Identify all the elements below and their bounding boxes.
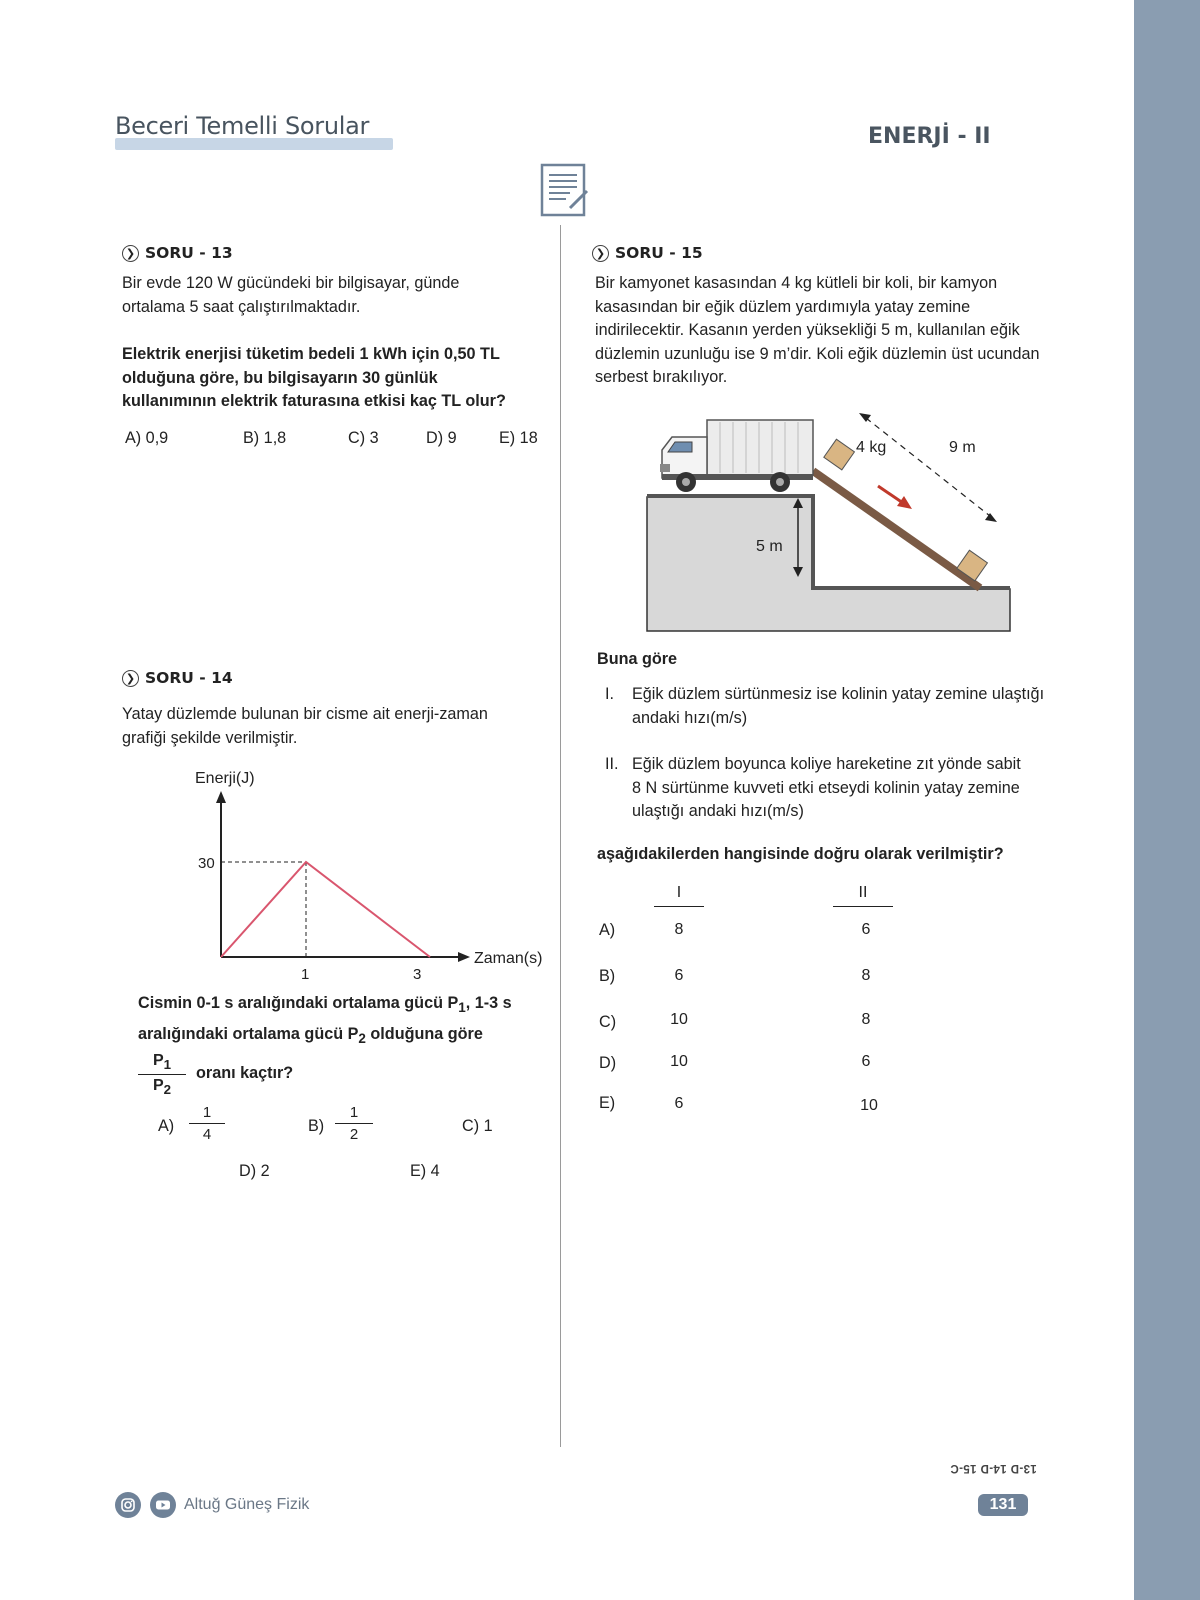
text-part: , 1-3 s xyxy=(465,994,512,1012)
youtube-icon[interactable] xyxy=(150,1492,176,1518)
col-header-i xyxy=(654,884,704,907)
q13-option-d[interactable]: D) 9 xyxy=(426,429,457,447)
q15-d-i: 10 xyxy=(670,1053,688,1070)
q15-d-ii: 6 xyxy=(861,1053,871,1070)
fraction-denominator: 2 xyxy=(349,1126,359,1143)
q13-option-a[interactable]: A) 0,9 xyxy=(125,429,169,447)
chevron-right-icon: ❯ xyxy=(122,670,139,687)
question-15-text xyxy=(595,272,1040,390)
question-13-text xyxy=(122,272,459,319)
item-1-text xyxy=(632,683,1044,730)
subscript: 2 xyxy=(358,1031,366,1047)
text-line: ulaştığı andaki hızı(m/s) xyxy=(632,802,804,820)
chevron-right-icon: ❯ xyxy=(122,245,139,262)
height-label: 5 m xyxy=(756,538,783,555)
energy-line xyxy=(221,862,430,957)
fraction-bar xyxy=(138,1074,186,1075)
text-line: olduğuna göre, bu bilgisayarın 30 günlük xyxy=(122,368,438,387)
x-tick-3: 3 xyxy=(413,966,422,983)
document-icon xyxy=(540,163,590,224)
box-top xyxy=(824,439,855,470)
fraction-numerator: 1 xyxy=(349,1104,359,1121)
motion-arrow xyxy=(878,486,903,503)
ratio-numerator: P xyxy=(152,1052,164,1069)
side-bar xyxy=(1134,0,1200,1600)
question-14-prompt-line2 xyxy=(138,1023,483,1051)
instagram-icon[interactable] xyxy=(115,1492,141,1518)
y-axis-arrow xyxy=(216,791,226,803)
x-axis-arrow xyxy=(458,952,470,962)
truck-cargo xyxy=(707,420,813,475)
text-line: kullanımının elektrik faturasına etkisi kaç TL olur? xyxy=(122,392,506,410)
question-15-label: SORU - 15 xyxy=(615,244,703,262)
item-2-number: II. xyxy=(605,755,619,773)
q15-b-ii: 8 xyxy=(861,967,871,984)
question-14-prompt-line1 xyxy=(138,992,512,1020)
text-line: Eğik düzlem sürtünmesiz ise kolinin yatay zemine ulaştığı xyxy=(632,685,1045,703)
q15-option-b-label[interactable]: B) xyxy=(599,967,616,985)
text-line: Elektrik enerjisi tüketim bedeli 1 kWh için 0,50 TL xyxy=(122,345,500,363)
q14-option-a-label[interactable]: A) xyxy=(158,1117,175,1135)
fraction-denominator: 4 xyxy=(202,1126,212,1143)
q14-option-d[interactable]: D) 2 xyxy=(239,1162,270,1180)
q14-option-b-fraction[interactable] xyxy=(335,1104,373,1143)
text-line: düzlemin uzunluğu ise 9 m’dir. Koli eğik düzlemin üst ucundan xyxy=(595,344,1040,363)
section-title: Beceri Temelli Sorular xyxy=(115,112,370,140)
wheel-hub xyxy=(776,478,784,486)
question-13-label: SORU - 13 xyxy=(145,244,233,262)
buna-gore: Buna göre xyxy=(597,650,678,668)
text-line: Bir kamyonet kasasından 4 kg kütleli bir koli, bir kamyon xyxy=(595,274,998,292)
header-text: II xyxy=(858,884,868,901)
q15-option-e-label[interactable]: E) xyxy=(599,1094,616,1112)
q14-option-e[interactable]: E) 4 xyxy=(410,1162,440,1180)
arrow-head xyxy=(985,513,997,522)
chevron-right-icon: ❯ xyxy=(592,245,609,262)
truck-ramp-figure xyxy=(640,400,1020,635)
mass-label: 4 kg xyxy=(856,439,887,456)
ratio-question: oranı kaçtır? xyxy=(196,1064,294,1082)
graph-ylabel: Enerji(J) xyxy=(195,770,255,787)
ratio-denominator: P xyxy=(152,1077,164,1095)
answer-key-code: 13-D 14-D 15-C xyxy=(950,1462,1037,1474)
q15-e-ii: 10 xyxy=(860,1097,878,1114)
truck-bumper xyxy=(660,464,670,472)
text-part: aralığındaki ortalama gücü P xyxy=(138,1025,359,1043)
q15-b-i: 6 xyxy=(674,967,684,984)
q15-a-i: 8 xyxy=(674,921,684,938)
header-underline xyxy=(654,906,704,907)
q14-option-a-fraction[interactable] xyxy=(189,1104,225,1143)
graph-xlabel: Zaman(s) xyxy=(474,950,543,967)
q14-option-c[interactable]: C) 1 xyxy=(462,1117,493,1135)
ratio-fraction xyxy=(138,1052,186,1097)
q15-option-c-label[interactable]: C) xyxy=(599,1013,617,1031)
q15-c-i: 10 xyxy=(670,1011,688,1028)
brand-name: Altuğ Güneş Fizik xyxy=(184,1496,310,1513)
item-1-number: I. xyxy=(605,685,614,703)
fraction-numerator: 1 xyxy=(202,1104,212,1121)
text-line: serbest bırakılıyor. xyxy=(595,368,728,386)
x-tick-1: 1 xyxy=(301,966,310,983)
question-14-heading xyxy=(122,669,233,687)
q13-option-b[interactable]: B) 1,8 xyxy=(243,429,287,447)
question-13-prompt xyxy=(122,343,506,414)
q15-option-d-label[interactable]: D) xyxy=(599,1054,617,1072)
subscript: 1 xyxy=(458,1000,466,1016)
q14-option-b-label[interactable]: B) xyxy=(308,1117,325,1135)
text-line: ortalama 5 saat çalıştırılmaktadır. xyxy=(122,297,361,316)
wheel-hub xyxy=(682,478,690,486)
text-line: andaki hızı(m/s) xyxy=(632,708,748,727)
item-2-text xyxy=(632,753,1021,824)
subscript: 1 xyxy=(163,1057,172,1073)
text-part: olduğuna göre xyxy=(365,1025,483,1043)
text-line: Yatay düzlemde bulunan bir cisme ait enerji-zaman xyxy=(122,705,488,723)
header-text: I xyxy=(676,884,682,901)
header-underline xyxy=(833,906,893,907)
text-line: 8 N sürtünme kuvveti etki etseydi kolinin yatay zemine xyxy=(632,778,1020,797)
col-header-ii xyxy=(833,884,893,907)
chapter-title: ENERJİ - II xyxy=(868,124,991,149)
ground-block xyxy=(647,497,1010,631)
page-number: 131 xyxy=(978,1494,1028,1516)
question-13-heading xyxy=(122,244,233,262)
q13-option-e[interactable]: E) 18 xyxy=(499,429,538,447)
column-divider xyxy=(560,225,561,1447)
y-tick-30: 30 xyxy=(198,855,215,872)
fraction-bar xyxy=(189,1123,225,1124)
q15-a-ii: 6 xyxy=(861,921,871,938)
length-dimension xyxy=(866,418,990,516)
q13-option-c[interactable]: C) 3 xyxy=(348,429,379,447)
length-label: 9 m xyxy=(949,439,976,456)
question-15-prompt: aşağıdakilerden hangisinde doğru olarak verilmiştir? xyxy=(597,845,1004,863)
text-line: indirilecektir. Kasanın yerden yüksekliği 5 m, kullanılan eğik xyxy=(595,321,1020,339)
question-15-heading xyxy=(592,244,703,262)
question-14-label: SORU - 14 xyxy=(145,669,233,687)
text-line: grafiği şekilde verilmiştir. xyxy=(122,728,298,747)
q15-option-a-label[interactable]: A) xyxy=(599,921,616,939)
fraction-bar xyxy=(335,1123,373,1124)
text-line: Eğik düzlem boyunca koliye hareketine zıt yönde sabit xyxy=(632,755,1021,773)
text-part: Cismin 0-1 s aralığındaki ortalama gücü P xyxy=(138,994,459,1012)
text-line: kasasından bir eğik düzlem yardımıyla yatay zemine xyxy=(595,297,971,316)
energy-time-graph xyxy=(180,765,560,985)
question-14-text xyxy=(122,703,488,750)
motion-arrow-head xyxy=(897,496,912,509)
q15-e-i: 6 xyxy=(674,1095,684,1112)
q15-c-ii: 8 xyxy=(861,1011,871,1028)
subscript: 2 xyxy=(163,1082,172,1098)
text-line: Bir evde 120 W gücündeki bir bilgisayar, günde xyxy=(122,274,460,292)
